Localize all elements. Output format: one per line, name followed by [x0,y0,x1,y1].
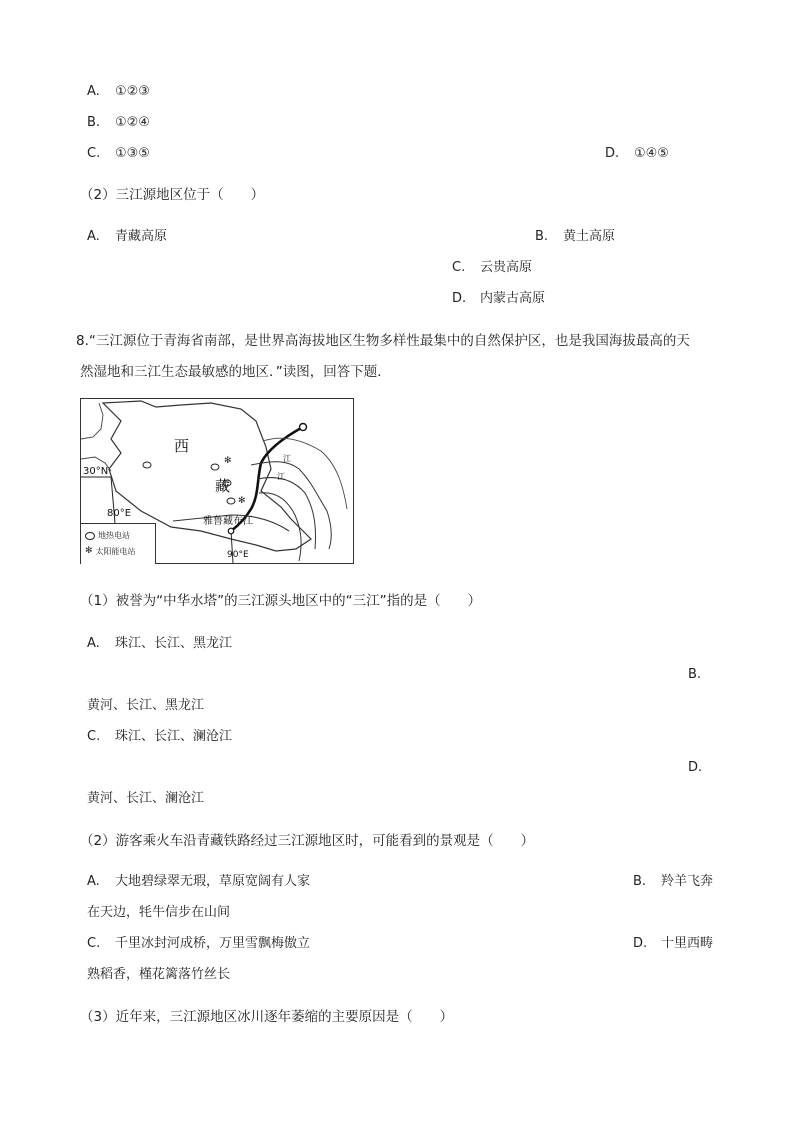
option-text: 大地碧绿翠无瑕，草原宽阔有人家 [115,874,311,889]
geothermal-icon [85,532,95,540]
option-text: 黄河、长江、黑龙江 [87,698,205,713]
river-label: 江 [277,472,285,481]
option-text: ①④⑤ [634,146,669,161]
option-text: ①③⑤ [115,146,150,161]
option-letter: D. [633,936,648,951]
question-stem: （1）被誉为“中华水塔”的三江源头地区中的“三江”指的是（ ） [80,593,482,609]
option-letter: A. [87,636,100,651]
option-letter: D. [688,760,703,775]
option-text: 珠江、长江、澜沧江 [115,729,233,744]
option-letter: C. [87,936,101,951]
svg-text:✻: ✻ [224,456,232,466]
option-letter: A. [87,874,100,889]
option-text-line1: 十里西畴 [661,936,714,951]
option-letter: D. [605,146,620,161]
option-letter: C. [87,729,101,744]
option-letter: B. [535,229,549,244]
option-text: 黄河、长江、澜沧江 [87,791,205,806]
option-letter: A. [87,229,100,244]
option-letter: B. [633,874,647,889]
question-stem-line2: 然湿地和三江生态最敏感的地区．”读图，回答下题． [80,364,391,380]
option-text-line2: 在天边，牦牛信步在山间 [87,905,231,920]
option-letter: A. [87,84,100,99]
longitude-80-label: 80°E [107,508,132,519]
legend-geothermal-label: 地热电站 [98,531,130,540]
question-stem: （2）三江源地区位于（ ） [80,187,265,203]
longitude-90-label: 90°E [227,550,249,560]
svg-text:✻: ✻ [238,496,246,506]
question-stem-line1: 8.“三江源位于青海省南部，是世界高海拔地区生物多样性最集中的自然保护区，也是我国海拔最高的天 [76,333,690,349]
solar-icon: ✻ [85,546,93,556]
option-text: ①②③ [115,84,150,99]
option-text: 青藏高原 [115,229,168,244]
latitude-label: 30°N [83,466,109,477]
map-label-zang: 藏 [215,477,231,495]
option-letter: D. [452,291,467,306]
option-text-line1: 羚羊飞奔 [661,874,714,889]
river-label-yarlung: 雅鲁藏布江 [203,516,253,527]
question-stem: （3）近年来，三江源地区冰川逐年萎缩的主要原因是（ ） [80,1009,454,1025]
option-text: ①②④ [115,115,150,130]
option-letter: C. [87,146,101,161]
option-text: 千里冰封河成桥，万里雪飘梅傲立 [115,936,311,951]
option-letter: C. [452,260,466,275]
river-label: 江 [283,454,291,463]
option-letter: B. [688,667,702,682]
three-rivers-map [80,398,354,564]
option-text: 内蒙古高原 [480,291,546,306]
legend-solar-label: 太阳能电站 [95,547,136,556]
question-stem: （2）游客乘火车沿青藏铁路经过三江源地区时，可能看到的景观是（ ） [80,833,535,849]
option-text-line2: 熟稻香，槿花篱落竹丝长 [87,967,231,982]
option-text: 珠江、长江、黑龙江 [115,636,233,651]
option-text: 云贵高原 [480,260,533,275]
map-legend [81,523,156,564]
option-text: 黄土高原 [563,229,616,244]
map-label-xi: 西 [174,437,190,455]
option-letter: B. [87,115,101,130]
